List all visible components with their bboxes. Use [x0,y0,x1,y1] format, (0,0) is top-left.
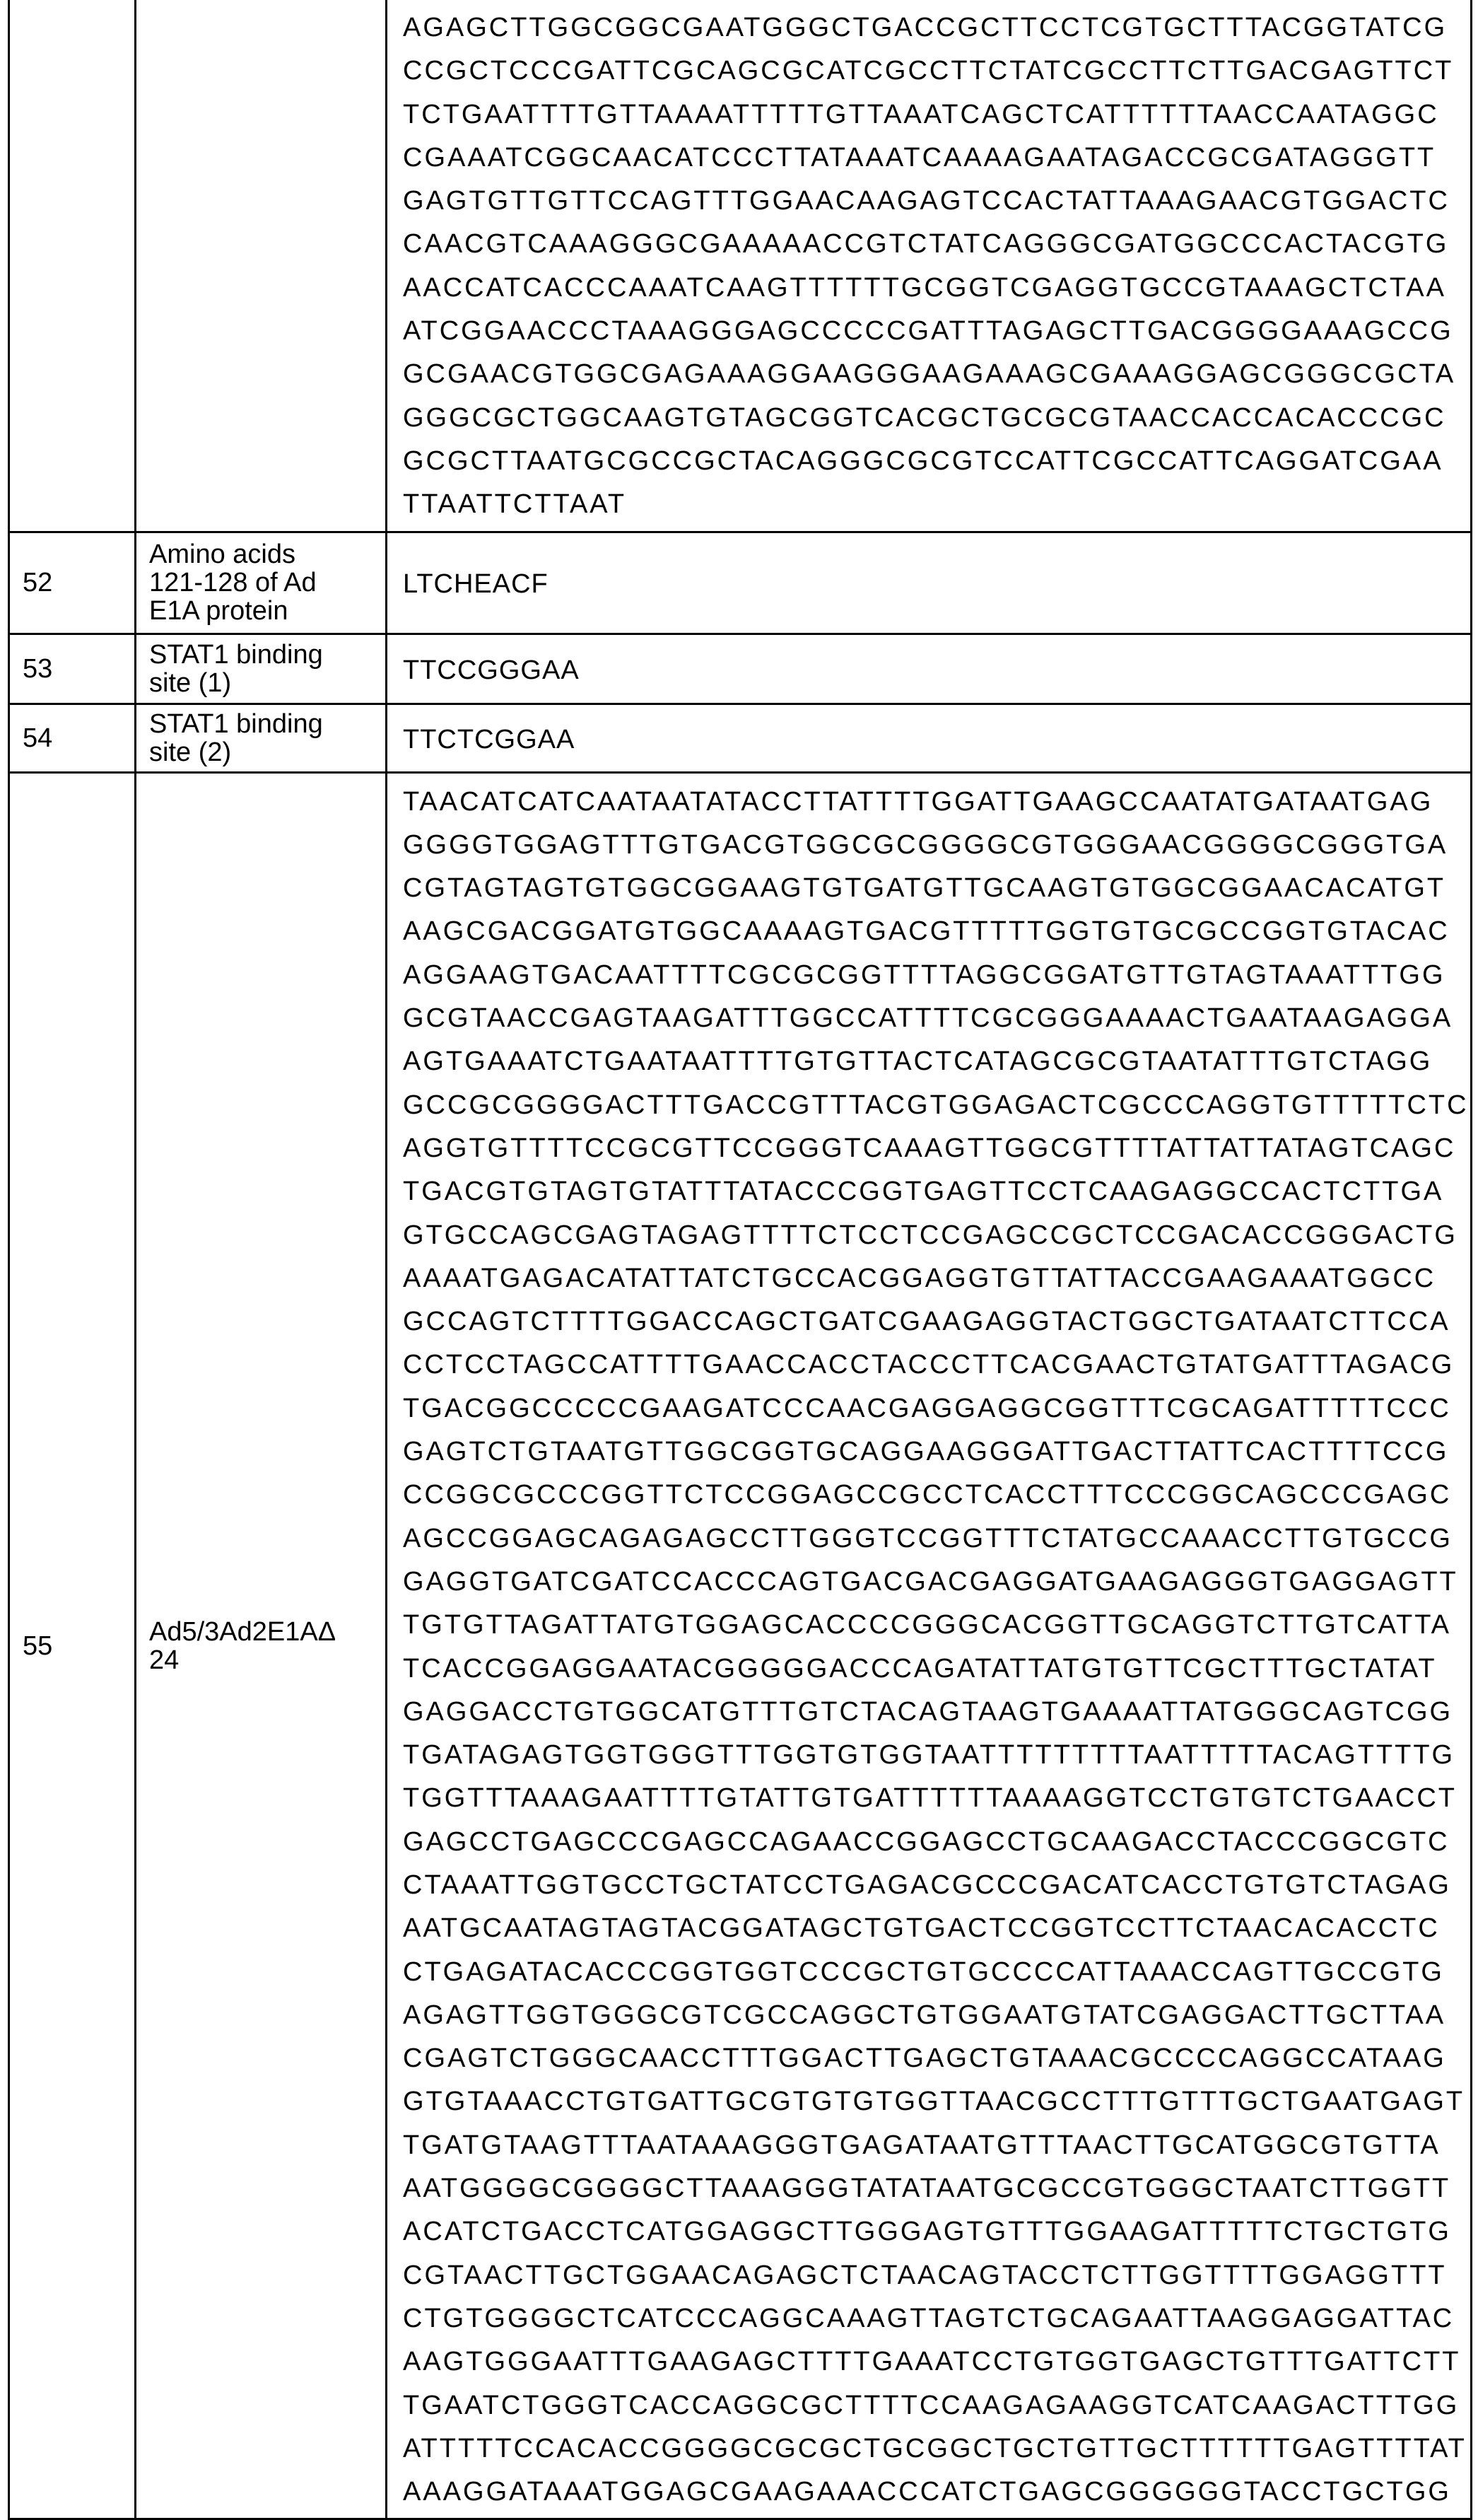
sequence-line: AACCATCACCCAAATCAAGTTTTTTGCGGTCGAGGTGCCGTAAAGCTCTAA [403,267,1455,310]
sequence-line: GAGTGTTGTTCCAGTTTGGAACAAGAGTCCACTATTAAAGAACGTGGACTC [403,180,1455,223]
sequence-line: TGATGTAAGTTTAATAAAGGGTGAGATAATGTTTAACTTGCATGGCGTGTTA [403,2124,1455,2167]
sequence-line: TGACGTGTAGTGTATTTATACCCGGTGAGTTCCTCAAGAGGCCACTCTTGA [403,1170,1455,1213]
seq-id-cell: 53 [9,634,136,704]
description-cell: STAT1 binding site (1) [136,634,387,704]
sequence-line: CCGGCGCCCGGTTCTCCGGAGCCGCCTCACCTTTCCCGGCAGCCCGAGC [403,1474,1455,1517]
sequence-line: AGGTGTTTTCCGCGTTCCGGGTCAAAGTTGGCGTTTTATTATTATAGTCAGC [403,1127,1455,1170]
sequence-line: AGTGAAATCTGAATAATTTTGTGTTACTCATAGCGCGTAATATTTGTCTAGG [403,1040,1455,1083]
seq-id-cell: 52 [9,532,136,634]
sequence-cell [387,0,1472,532]
sequence-line: AGAGCTTGGCGGCGAATGGGCTGACCGCTTCCTCGTGCTTTACGGTATCG [403,6,1455,49]
sequence-line: CTAAATTGGTGCCTGCTATCCTGAGACGCCCGACATCACCTGTGTCTAGAG [403,1864,1455,1907]
sequence-line: ATTTTTCCACACCGGGGCGCGCTGCGGCTGCTGTTGCTTTTTTGAGTTTTAT [403,2427,1455,2471]
sequence-line: TCACCGGAGGAATACGGGGGACCCAGATATTATGTGTTCGCTTTGCTATAT [403,1647,1455,1691]
sequence-line: CTGAGATACACCCGGTGGTCCCGCTGTGCCCCATTAAACCAGTTGCCGTG [403,1951,1455,1994]
sequence-line: GTGTAAACCTGTGATTGCGTGTGTGGTTAACGCCTTTGTTTGCTGAATGAGT [403,2080,1455,2123]
sequence-cell: LTCHEACF [387,532,1472,634]
sequence-line: GAGGTGATCGATCCACCCAGTGACGACGAGGATGAAGAGGGTGAGGAGTT [403,1561,1455,1604]
table-row [9,634,1472,704]
sequence-line: CGAAATCGGCAACATCCCTTATAAATCAAAAGAATAGACCGCGATAGGGTT [403,136,1455,180]
sequence-line: AGCCGGAGCAGAGAGCCTTGGGTCCGGTTTCTATGCCAAACCTTGTGCCG [403,1517,1455,1561]
seq-id-cell: 55 [9,772,136,2519]
sequence-line: TGAATCTGGGTCACCAGGCGCTTTTCCAAGAGAAGGTCATCAAGACTTTGG [403,2384,1455,2427]
table-row [9,772,1472,2519]
sequence-line: CGTAACTTGCTGGAACAGAGCTCTAACAGTACCTCTTGGTTTTGGAGGTTT [403,2254,1455,2297]
sequence-line: TGGTTTAAAGAATTTTGTATTGTGATTTTTTAAAAGGTCCTGTGTCTGAACCT [403,1777,1455,1820]
description-cell: Ad5/3Ad2E1AΔ 24 [136,772,387,2519]
sequence-line: AAAATGAGACATATTATCTGCCACGGAGGTGTTATTACCGAAGAAATGGCC [403,1257,1455,1300]
sequence-line: GCGCTTAATGCGCCGCTACAGGGCGCGTCCATTCGCCATTCAGGATCGAA [403,440,1455,483]
sequence-line: GCGAACGTGGCGAGAAAGGAAGGGAAGAAAGCGAAAGGAGCGGGCGCTA [403,353,1455,396]
sequence-line: ATCGGAACCCTAAAGGGAGCCCCCGATTTAGAGCTTGACGGGGAAAGCCG [403,310,1455,353]
sequence-line: GAGTCTGTAATGTTGGCGGTGCAGGAAGGGATTGACTTATTCACTTTTCCG [403,1430,1455,1474]
sequence-line: ACATCTGACCTCATGGAGGCTTGGGAGTGTTTGGAAGATTTTTCTGCTGTG [403,2210,1455,2253]
sequence-line: CCGCTCCCGATTCGCAGCGCATCGCCTTCTATCGCCTTCTTGACGAGTTCT [403,49,1455,93]
sequence-line: GGGCGCTGGCAAGTGTAGCGGTCACGCTGCGCGTAACCACCACACCCGC [403,397,1455,440]
sequence-line: GTGCCAGCGAGTAGAGTTTTCTCCTCCGAGCCGCTCCGACACCGGGACTG [403,1214,1455,1257]
sequence-line: TCTGAATTTTGTTAAAATTTTTGTTAAATCAGCTCATTTTTTAACCAATAGGC [403,93,1455,136]
sequence-line: GCCGCGGGGACTTTGACCGTTTACGTGGAGACTCGCCCAGGTGTTTTTCTC [403,1084,1455,1127]
sequence-line: AAGCGACGGATGTGGCAAAAGTGACGTTTTTGGTGTGCGCCGGTGTACAC [403,910,1455,953]
sequence-line: AGGAAGTGACAATTTTCGCGCGGTTTTAGGCGGATGTTGTAGTAAATTTGG [403,954,1455,997]
table-row-continuation [9,0,1472,532]
sequence-cell [387,772,1472,2519]
sequence-line: GCCAGTCTTTTGGACCAGCTGATCGAAGAGGTACTGGCTGATAATCTTCCA [403,1300,1455,1343]
sequence-line: TGATAGAGTGGTGGGTTTGGTGTGGTAATTTTTTTTTAATTTTTACAGTTTTG [403,1734,1455,1777]
sequence-line: AATGCAATAGTAGTACGGATAGCTGTGACTCCGGTCCTTCTAACACACCTC [403,1907,1455,1950]
sequence-line: CGAGTCTGGGCAACCTTTGGACTTGAGCTGTAAACGCCCCAGGCCATAAG [403,2037,1455,2080]
sequence-line: CCTCCTAGCCATTTTGAACCACCTACCCTTCACGAACTGTATGATTTAGACG [403,1343,1455,1387]
sequence-line: CAACGTCAAAGGGCGAAAAACCGTCTATCAGGGCGATGGCCCACTACGTG [403,223,1455,266]
sequence-cell: TTCCGGGAA [387,634,1472,704]
sequence-table [8,0,1472,2520]
table-row [9,532,1472,634]
sequence-line: AGAGTTGGTGGGCGTCGCCAGGCTGTGGAATGTATCGAGGACTTGCTTAA [403,1994,1455,2037]
seq-id-cell [9,0,136,532]
sequence-line: TGACGGCCCCCGAAGATCCCAACGAGGAGGCGGTTTCGCAGATTTTTCCC [403,1387,1455,1430]
sequence-line: AAGTGGGAATTTGAAGAGCTTTTGAAATCCTGTGGTGAGCTGTTTGATTCTT [403,2340,1455,2384]
sequence-line: GAGCCTGAGCCCGAGCCAGAACCGGAGCCTGCAAGACCTACCCGGCGTC [403,1821,1455,1864]
sequence-line: TGTGTTAGATTATGTGGAGCACCCCGGGCACGGTTGCAGGTCTTGTCATTA [403,1604,1455,1647]
sequence-line: CGTAGTAGTGTGGCGGAAGTGTGATGTTGCAAGTGTGGCGGAACACATGT [403,867,1455,910]
sequence-line: AAAGGATAAATGGAGCGAAGAAACCCATCTGAGCGGGGGGTACCTGCTGG [403,2471,1455,2514]
sequence-cell: TTCTCGGAA [387,704,1472,772]
description-cell: STAT1 binding site (2) [136,704,387,772]
seq-id-cell: 54 [9,704,136,772]
table-row [9,704,1472,772]
description-cell: Amino acids 121-128 of Ad E1A protein [136,532,387,634]
sequence-line: TTAATTCTTAAT [403,483,1455,526]
sequence-line: AATGGGGCGGGGCTTAAAGGGTATATAATGCGCCGTGGGCTAATCTTGGTT [403,2167,1455,2210]
sequence-line: CTGTGGGGCTCATCCCAGGCAAAGTTAGTCTGCAGAATTAAGGAGGATTAC [403,2297,1455,2340]
sequence-line: GAGGACCTGTGGCATGTTTGTCTACAGTAAGTGAAAATTATGGGCAGTCGG [403,1691,1455,1734]
description-cell [136,0,387,532]
sequence-line: GGGGTGGAGTTTGTGACGTGGCGCGGGGCGTGGGAACGGGGCGGGTGA [403,824,1455,867]
sequence-line: GCGTAACCGAGTAAGATTTGGCCATTTTCGCGGGAAAACTGAATAAGAGGA [403,997,1455,1040]
sequence-line: TAACATCATCAATAATATACCTTATTTTGGATTGAAGCCAATATGATAATGAG [403,781,1455,824]
